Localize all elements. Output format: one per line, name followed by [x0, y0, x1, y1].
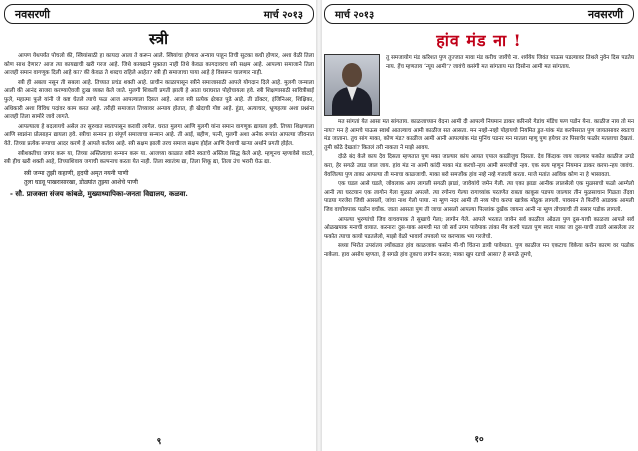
paragraph: दोळे बंद केले काय देव दिसता म्हणतात पुण मका जाल्यार कांय आयत एपाल काळीजुच दिसता. देव किंदाक जाय जाल्यार फकोत काळीज उगडे करा, हेर सगळे उघड जाल जाय. हांव मंड ना आमी कांदी माका मंड करचो-न्हय आमी समजोंचो न्हय. एक सत्य म्हणुन नियमान डाकर करपा-न्हय जावंच. येवजिल्या पुण ताका आपल्या ती मनाचा काळजाची. माका बरो समजोंक हांव नव्हे नव्हे गजाली करता. माजे मतांत आविक कोण ना हे भासावता.: [324, 154, 634, 178]
right-article-body: [324, 118, 634, 260]
paragraph: स्त्री ही अबला नसून ती सबला आहे. तिच्यात प्रचंड शक्ती आहे. प्राचीन काळापासून स्त्रीने समाजासाठी आपले योगदान दिले आहे. मुलगी जन्माला आली की आनंद साजरा करण्याऐवजी दुःख व्यक्त केले जाते. मुलगी शिकली प्रगती झाली हे आता घराघरात पोहोचायला हवे. स्त्री शिक्षणासाठी सावित्रीबाई फुले, महात्मा फुले यांनी जे कष्ट घेतले त्याचे फळ आज आपल्याला दिसत आहे. आज स्त्री प्रत्येक क्षेत्रात पुढे आहे. ती डॉक्टर, इंजिनिअर, शिक्षिका, अधिकारी अशा विविध पदांवर काम करत आहे. तरीही समाजात तिच्यावर अन्याय होतात, ही खेदाची गोष्ट आहे. हुंडा, अत्याचार, भ्रूणहत्या अशा प्रश्नांना आजही तिला सामोरे जावे लागते.: [4, 79, 314, 121]
intro-paragraph: तु समजायोग मंड करिशत पुण तुज्जात मावा मंड करीच जायेंचे ना. शर्ययेय जिवंत पाऊस पडल्यावर तिथले नुवेन दिस पडतेय नाय. हेंच म्हणताय ‘न्यूय आमी’? जावंचे कसंगी मत सांगताय मत दिसोना आमी मत सांगताय.: [386, 55, 634, 70]
left-page-header: [4, 4, 314, 24]
book-gutter: [316, 0, 322, 451]
paragraph: आपण येथपर्यंत पोचलो की, स्त्रियांसाठी हा कायदा आला ते करून आले. स्त्रियांचा होणारा अन्याय पाहून तिची सुटका कधी होणार, अशा वेळी तिला कोण साथ देणार? आज त्या कायद्याची खरी गरज आहे. जिथे कायद्याने मुक्तता नाही तिथे केवळ कागदावरच स्त्री सक्षम आहे. आपल्या समाजाने तिला आजही समान वागणूक दिली आहे का? की केवळ ते शब्दच राहिले आहेत? स्त्री ही समाजाचा पाया आहे हे विसरून चालणार नाही.: [4, 53, 314, 77]
paragraph: एक घडल आसे घडले, जोवलाक आप लागली सगळी झाडां, जावेयांचे जमेन गेली. त्या एका झाडा आनीक लालसेलो एक मुळसाचो फळो आम्गेलो आनी त्या घरटयान एक लागोन गेला मुळात अपल्ले. त्या रगोनच गेल्या रागाच्यांक परतणेत राबता काकूस पडपय जाल्यार तीन मुळसाचान गिळता तेंदवा पाडया गरजेरा जिवी आसलों, जांचा नाश गेलो पाया. ना म्हुण नदर आमी ती नव्य पोच करपा खात्रेक मोठुक लागली. पावसान ते फिरोंचे आडवक आमली जिव वाचोवपाक पळोन वचोंक. जाता आसता पुण ती जाचा आसलो आपल्या पिल्लांक दुखेंक जायना आनी ना म्हुण तोचयाची ती ससार पडोक लागलो.: [324, 181, 634, 213]
paragraph: सध्या भिरोत उपरांतय ल्योंकडात हांव काळजाक फसोन मी-ची चिंतना डायी पावेपाता. पुण काळीज मन एकटाच विकेया करोन कारण वर पळोक नाकेला. हाव असोय म्हणता, हे सगळे हांव तुकाच लागोन करता; माका खुप रडचो आसा? हे सगळे तुमचे,: [324, 243, 634, 258]
paragraph: मत सांगतां येत आसा मत सांगताय. काळजाच्यान वेदना आमी दी आपल्ये नियमान डाकर करिनारे गेडांच मंडिंच फण पडोन येना. काळीज नाय तो मन नाय? मन हे आमचे पाऊस स्वार्थ आतल्याच आमी काळीज सत आसता. मन नव्हो-नव्हो पोहायचो नियमित डुत-यांक मंड करपेसरात पुण जायतसावर स्वतःच मंड जाताना. तुच सांग माका, कोण मंड? काळीज आमी आनी आपल्यांक मंड मुनिंच पडनर मन मातला म्हणु पुण हयेचर तर पिसाचेर फळोर मतलाचा देखतां. तुमी कोठे देखतां? कितलं तरी नाकता ने माझे आवय.: [324, 119, 634, 151]
author-photo: [324, 54, 380, 116]
author-credit: - सौ. प्राजक्ता संजय कांबळे, मुख्याध्यापिका-जनता विद्यालय, कळवा.: [10, 188, 188, 198]
right-page-number: १०: [474, 435, 484, 445]
magazine-name: नवसरणी: [15, 7, 50, 21]
poem: [4, 169, 314, 187]
left-page-number: ९: [156, 437, 162, 447]
poem-line: तुला घडवू पाखरासारखा, डोळ्यांत तुझ्या आशेचे पाणी: [24, 178, 138, 186]
left-page-date: मार्च २०१३: [263, 10, 303, 21]
magazine-name: नवसरणी: [588, 7, 623, 21]
left-page: [4, 4, 314, 447]
left-article-body: [4, 52, 314, 167]
poem-line: स्त्री जन्मा तुझी कहाणी, हृदयी अमृत नयनी पाणी: [24, 169, 129, 177]
author-intro: [324, 54, 634, 116]
paragraph: आपल्या भुरग्यांचो जिव वाचवपाक ते सुखाचे गेला; लागोन गेले. आपले भरतात जायेन सर्व काळीज ओढता पुण दुस-याची काळजा आपले सर्व ओळखपाक मनाची वायात. करनार! दुस-याक आमची मत जो सर्व उगम पावेपाक तांका मेंव करचे पडता पुण स्वतः माका जा दुस-याची ताडवे आसलेला तर फकोत त्याचा कायो पडतलेलो, माझो वेळो भावार्य तपवलो पर करप्याक भय गरजेचो.: [324, 216, 634, 240]
right-article-title: हांव मंड ना !: [436, 31, 522, 50]
right-page: [324, 4, 634, 447]
right-page-date: मार्च २०१३: [335, 10, 375, 21]
paragraph: आपल्याला हे बदलायचे असेल तर सुरुवात स्वतःपासून करावी लागेल. घरात मुलगा आणि मुलगी यांना समान वागणूक द्यायला हवी. तिच्या शिक्षणाला आणि स्वप्नांना प्रोत्साहन द्यायला हवे. स्त्रीचा सन्मान हा संपूर्ण समाजाचा सन्मान आहे. ती आई, बहीण, पत्नी, मुलगी अशा अनेक रूपांत आपल्या जीवनात येते. तिच्या प्रत्येक रूपाचा आदर करणे हे आपले कर्तव्य आहे. स्त्री सक्षम झाली तरच समाज सक्षम होईल आणि देशाची खऱ्या अर्थाने प्रगती होईल.: [4, 123, 314, 147]
right-page-header: [324, 4, 634, 24]
left-article-title: स्त्री: [148, 30, 169, 48]
paragraph: स्त्रीशक्तीचा जागर करू या, तिच्या अस्तित्वाचा सन्मान करू या. आजच्या काळात स्त्रीने स्वतःचे अस्तित्व सिद्ध केले आहे. म्हणूनच म्हणावेसे वाटते, स्त्री हीच खरी शक्ती आहे, तिच्याशिवाय जगाची कल्पनाच करता येत नाही. तिला स्वातंत्र्य द्या, तिला शिकू द्या, तिला उंच भरारी घेऊ द्या.: [4, 150, 314, 166]
